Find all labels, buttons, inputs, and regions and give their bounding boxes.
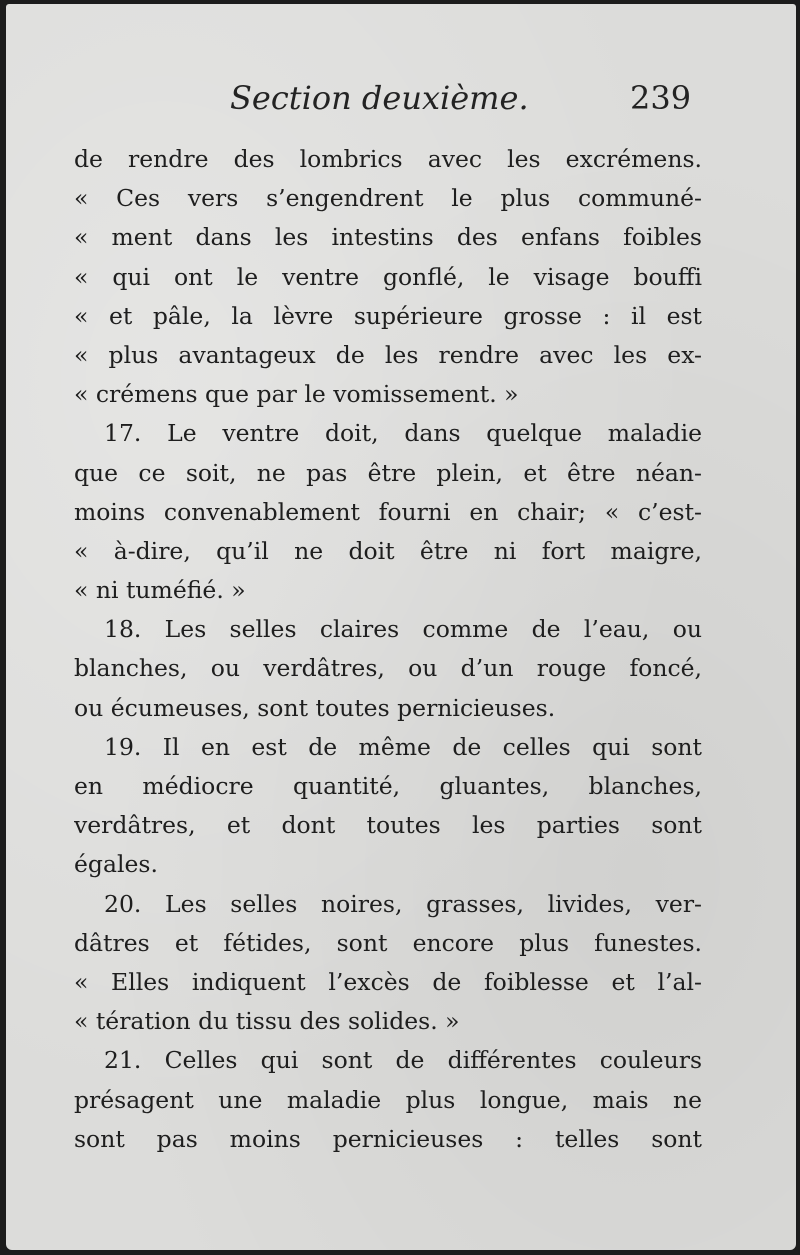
page-header	[6, 76, 796, 126]
running-title: Section deuxième.	[230, 79, 529, 117]
book-page	[6, 4, 796, 1250]
text-line: « et pâle, la lèvre supérieure grosse : il est	[74, 301, 702, 330]
text-line: verdâtres, et dont toutes les parties sont	[74, 811, 702, 840]
text-line: « tération du tissu des solides. »	[74, 1007, 460, 1036]
text-line: dâtres et fétides, sont encore plus funestes.	[74, 928, 702, 957]
text-line: 19. Il en est de même de celles qui sont	[104, 732, 702, 761]
text-line: « Elles indiquent l’excès de foiblesse et l’al-	[74, 967, 702, 996]
text-line: « qui ont le ventre gonflé, le visage bouffi	[74, 262, 702, 291]
text-line: « plus avantageux de les rendre avec les ex-	[74, 340, 702, 369]
text-line: « crémens que par le vomissement. »	[74, 380, 519, 409]
text-line: moins convenablement fourni en chair; « c’est-	[74, 497, 702, 526]
text-line: ou écumeuses, sont toutes pernicieuses.	[74, 693, 556, 722]
text-line: 21. Celles qui sont de différentes couleurs	[104, 1046, 702, 1075]
text-line: 18. Les selles claires comme de l’eau, ou	[104, 615, 702, 644]
text-line: « à-dire, qu’il ne doit être ni fort maigre,	[74, 536, 702, 565]
text-line: blanches, ou verdâtres, ou d’un rouge foncé,	[74, 654, 702, 683]
text-line: sont pas moins pernicieuses : telles sont	[74, 1124, 702, 1153]
page-number: 239	[630, 79, 692, 117]
text-line: que ce soit, ne pas être plein, et être néan-	[74, 458, 702, 487]
text-line: en médiocre quantité, gluantes, blanches,	[74, 772, 702, 800]
text-line: égales.	[74, 850, 158, 879]
body-text	[74, 140, 702, 1159]
text-line: « ni tuméfié. »	[74, 576, 246, 605]
text-line: présagent une maladie plus longue, mais ne	[74, 1085, 702, 1114]
text-line: « ment dans les intestins des enfans foibles	[74, 223, 702, 252]
text-line: de rendre des lombrics avec les excrémens.	[74, 145, 702, 173]
text-line: 17. Le ventre doit, dans quelque maladie	[104, 419, 702, 448]
text-line: « Ces vers s’engendrent le plus communé-	[74, 184, 702, 213]
text-line: 20. Les selles noires, grasses, livides, ver-	[104, 889, 702, 918]
